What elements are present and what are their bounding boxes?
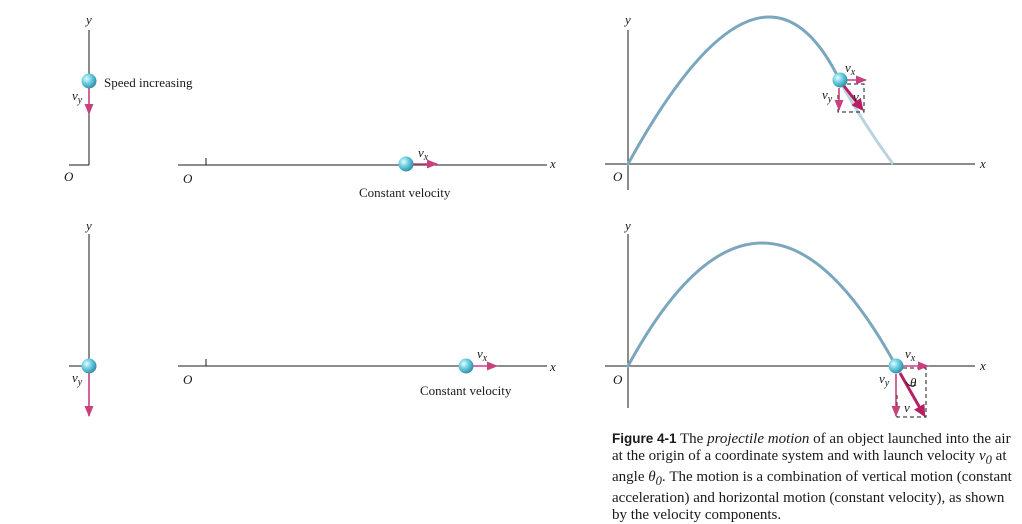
figure-caption: Figure 4-1 The projectile motion of an object launched into the air at the origin of a coordinate system and with launch velocity $v_0$ at angle $\theta_0$. The motion is a combination of vertical motion (constant acceleration) and horizontal motion (constant velocity), as shown by the velocity components. xyxy=(612,431,1012,523)
launch-velocity-symbol: $v_0$ xyxy=(978,448,992,467)
origin-label: O xyxy=(64,169,74,184)
trajectory-panel-top xyxy=(605,12,986,190)
vertical-motion-panel-top xyxy=(64,12,193,184)
velocity-label: v xyxy=(853,89,859,104)
x-axis-label: x xyxy=(980,156,986,171)
y-axis-label: y xyxy=(625,218,631,233)
vy-label: $v_y$ xyxy=(822,87,833,105)
x-axis-label: x xyxy=(550,359,556,374)
trajectory-panel-bottom xyxy=(605,218,986,417)
ball xyxy=(889,359,904,374)
theta-label: θ xyxy=(910,375,917,390)
velocity-label: v xyxy=(904,400,910,415)
launch-angle-symbol: $\theta_0$ xyxy=(648,469,662,488)
y-axis-label: y xyxy=(86,218,92,233)
caption-emphasis: projectile motion xyxy=(707,431,810,447)
constant-velocity-label: Constant velocity xyxy=(359,185,451,200)
vx-label: $v_x$ xyxy=(477,346,488,364)
y-axis-label: y xyxy=(625,12,631,27)
ball xyxy=(82,74,97,89)
origin-label: O xyxy=(613,169,623,184)
ball xyxy=(459,359,474,374)
vy-label: $v_y$ xyxy=(72,88,83,106)
x-axis-label: x xyxy=(980,358,986,373)
ball xyxy=(82,359,97,374)
origin-label: O xyxy=(183,171,193,186)
vx-label: $v_x$ xyxy=(418,145,429,163)
figure-label: Figure 4-1 xyxy=(612,431,677,446)
vx-label: $v_x$ xyxy=(905,346,916,364)
y-axis-label: y xyxy=(86,12,92,27)
vertical-motion-panel-bottom xyxy=(69,218,97,416)
vy-label: $v_y$ xyxy=(72,370,83,388)
ball xyxy=(399,157,414,172)
origin-label: O xyxy=(613,372,623,387)
vx-label: $v_x$ xyxy=(845,60,856,78)
x-axis-label: x xyxy=(550,156,556,171)
horizontal-motion-panel-bottom xyxy=(178,346,556,398)
trajectory-curve xyxy=(628,17,840,164)
constant-velocity-label: Constant velocity xyxy=(420,383,512,398)
trajectory-curve xyxy=(628,243,896,366)
horizontal-motion-panel-top xyxy=(178,145,556,200)
vy-label: $v_y$ xyxy=(879,371,890,389)
speed-increasing-label: Speed increasing xyxy=(104,75,193,90)
origin-label: O xyxy=(183,372,193,387)
